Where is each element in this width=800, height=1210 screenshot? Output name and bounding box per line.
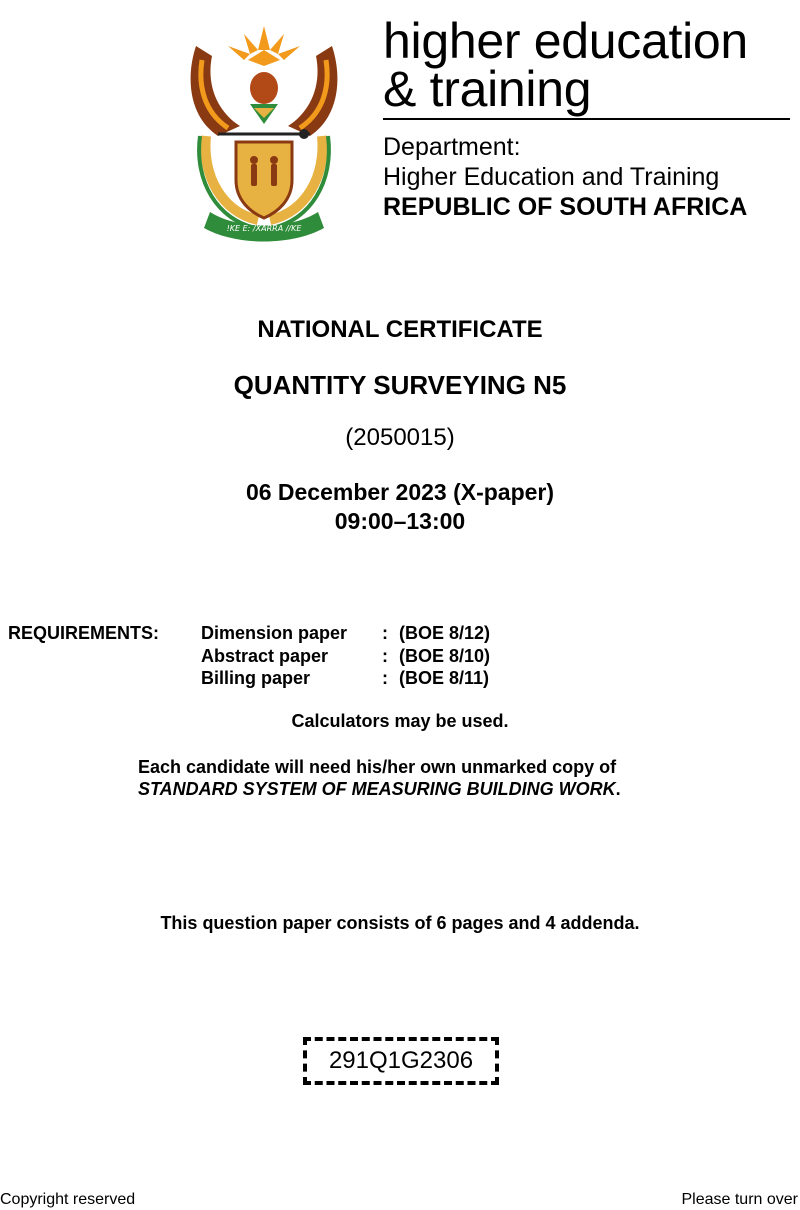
requirement-name: Abstract paper bbox=[201, 646, 329, 666]
page-count-note: This question paper consists of 6 pages and 4 addenda. bbox=[160, 913, 640, 933]
requirement-name: Dimension paper bbox=[201, 623, 348, 643]
subject-code: (2050015) bbox=[345, 424, 455, 451]
requirement-name: Billing paper bbox=[201, 668, 311, 688]
candidate-note-line1: Each candidate will need his/her own unmarked copy of bbox=[138, 757, 617, 777]
subject-title: QUANTITY SURVEYING N5 bbox=[233, 370, 567, 400]
certificate-title: NATIONAL CERTIFICATE bbox=[257, 316, 543, 343]
department-label: Department: bbox=[383, 133, 521, 161]
department-country: REPUBLIC OF SOUTH AFRICA bbox=[383, 193, 748, 221]
candidate-note-line2 bbox=[138, 779, 621, 800]
department-title-line1: higher education bbox=[383, 13, 748, 69]
requirements-label: REQUIREMENTS: bbox=[8, 623, 160, 643]
reference-book-title: STANDARD SYSTEM OF MEASURING BUILDING WORK bbox=[138, 779, 616, 799]
requirement-colon: : bbox=[382, 623, 388, 643]
department-title-line2: & training bbox=[383, 61, 592, 117]
candidate-note-end: . bbox=[615, 779, 621, 799]
requirement-colon: : bbox=[382, 668, 388, 688]
turn-over-note: Please turn over bbox=[681, 1191, 798, 1208]
exam-date: 06 December 2023 (X-paper) bbox=[245, 479, 555, 505]
paper-code: 291Q1G2306 bbox=[303, 1037, 499, 1085]
header-divider bbox=[383, 118, 790, 120]
exam-time: 09:00–13:00 bbox=[334, 508, 466, 534]
department-name: Higher Education and Training bbox=[383, 163, 720, 191]
coat-of-arms-icon bbox=[178, 16, 350, 242]
requirement-code: (BOE 8/11) bbox=[399, 668, 490, 688]
requirement-code: (BOE 8/12) bbox=[399, 623, 491, 643]
requirement-code: (BOE 8/10) bbox=[399, 646, 491, 666]
svg-text:!KE E: /XARRA //KE: !KE E: /XARRA //KE bbox=[226, 224, 302, 233]
copyright-notice: Copyright reserved bbox=[0, 1191, 136, 1208]
calculators-note: Calculators may be used. bbox=[291, 711, 509, 731]
requirement-colon: : bbox=[382, 646, 388, 666]
